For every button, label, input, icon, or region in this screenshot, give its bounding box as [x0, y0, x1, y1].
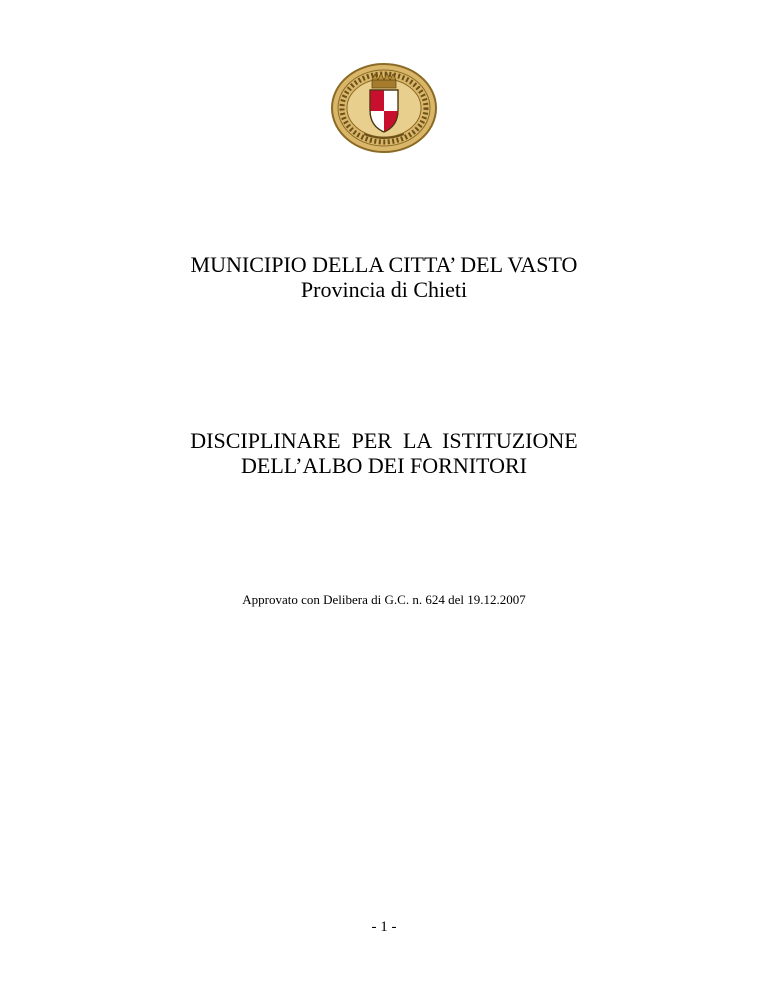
province-name: Provincia di Chieti — [300, 277, 468, 302]
approval-note: Approvato con Delibera di G.C. n. 624 del 19.12.2007 — [242, 592, 526, 607]
page-number: - 1 - — [371, 919, 397, 935]
municipality-name: MUNICIPIO DELLA CITTA’ DEL VASTO — [190, 252, 578, 277]
municipal-seal-icon — [330, 62, 438, 154]
document-title — [0, 428, 768, 478]
document-title-line-2: DELL’ALBO DEI FORNITORI — [241, 453, 527, 478]
municipality-header — [0, 252, 768, 302]
document-title-line-1: DISCIPLINARE PER LA ISTITUZIONE — [190, 428, 578, 453]
